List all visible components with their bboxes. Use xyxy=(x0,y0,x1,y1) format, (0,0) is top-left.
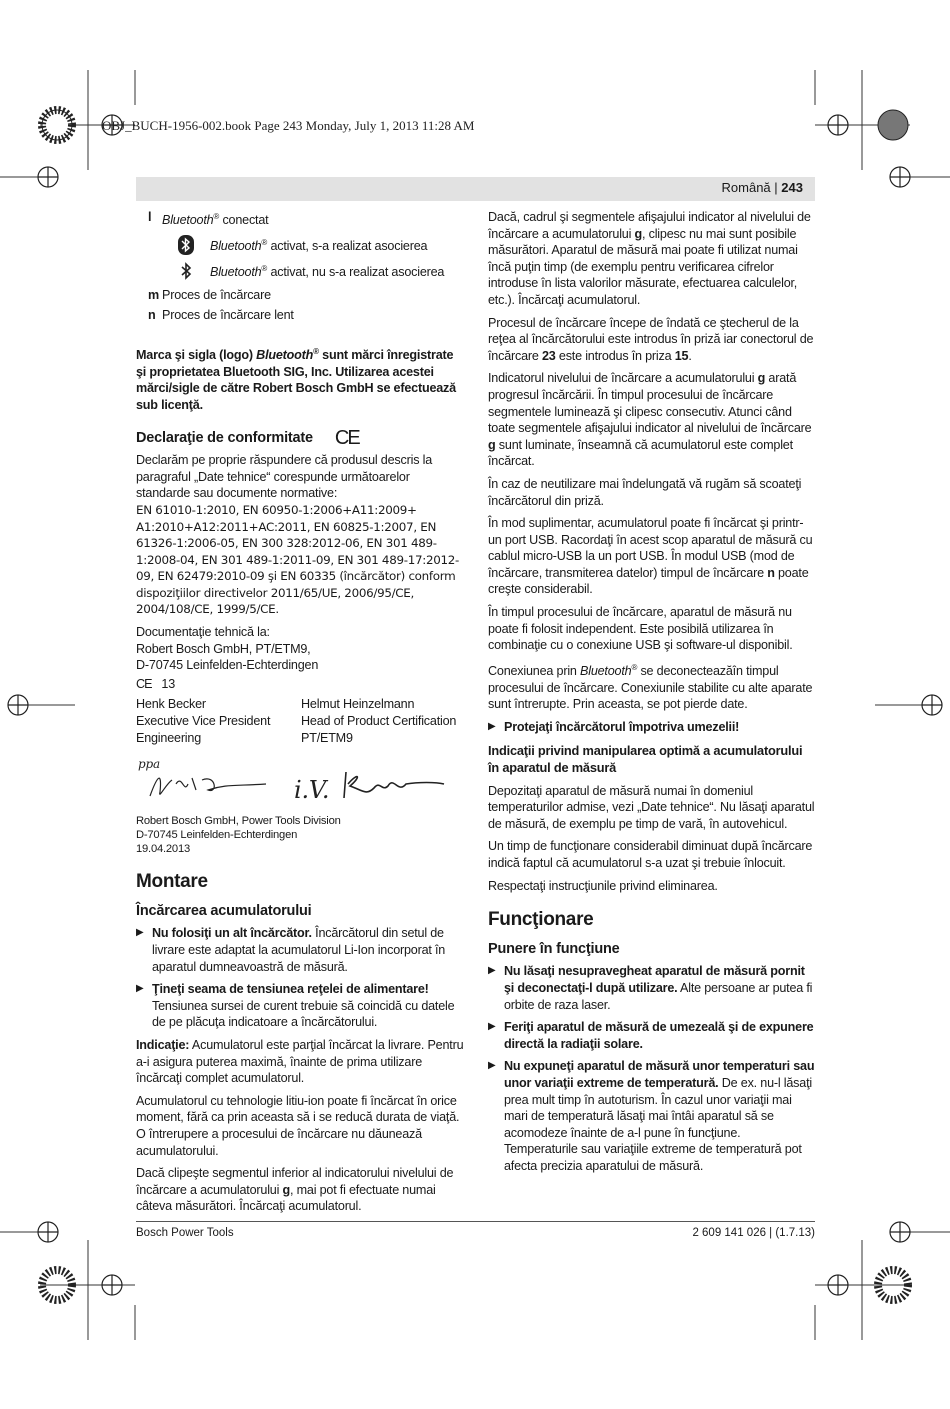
r-para-6: În timpul procesului de încărcare, aparatul de măsură nu poate fi folosit independent. Este posibilă utilizarea în combinaţie cu o conexiune USB şi software-ul disponibil. xyxy=(488,605,793,653)
legend-m-label: Proces de încărcare xyxy=(162,287,271,302)
trademark-a: Marca şi sigla (logo) xyxy=(136,348,257,363)
footer-right: 2 609 141 026 | (1.7.13) xyxy=(692,1227,815,1239)
header-bar xyxy=(136,177,815,201)
footer-rule xyxy=(136,1221,815,1222)
legend-n-label: Proces de încărcare lent xyxy=(162,308,294,323)
bullet-humidity xyxy=(488,719,816,736)
bullet-voltage-bold: Ţineţi seama de tensiunea reţelei de alimentare! xyxy=(152,982,429,997)
bullet-temperature-text xyxy=(504,1058,816,1174)
subsection-battery-care: Indicaţii privind manipularea optimă a acumulatorului în aparatul de măsură xyxy=(488,743,803,775)
r7b: se deconecteazăîn timpul procesului de încărcare. Conexiunile stabilite cu alte aparate sunt întrerupte. Prin aceasta, se pot pierde date. xyxy=(488,664,813,712)
bullet-moisture xyxy=(488,1019,816,1052)
section-montare: Montare xyxy=(136,871,208,893)
tech-doc-label: Documentaţie tehnică la: xyxy=(136,625,270,640)
liion-paragraph: Acumulatorul cu tehnologie litiu-ion poate fi încărcat în orice moment, fără ca prin aceasta să i se reducă durata de viaţă. O întrerupere a procesului de încărcare nu dăunează acumulatorului. xyxy=(136,1093,460,1158)
legend-n xyxy=(136,307,466,324)
bullet-charger-text xyxy=(152,925,466,975)
header-page: 243 xyxy=(781,180,803,195)
iv-text: i.V. xyxy=(294,776,330,805)
r-para-3 xyxy=(488,370,816,470)
legend-l xyxy=(136,209,466,229)
bullet-charger-body: Încărcătorul din setul de livrare este adaptat la acumulatorul Li-Ion incorporat în aparatul dumneavoastră de măsură. xyxy=(152,926,446,974)
legend-key-n: n xyxy=(148,308,156,323)
header-language: Română xyxy=(721,180,771,195)
legend-l-text: Bluetooth® conectat xyxy=(162,212,269,228)
tech-doc-company: Robert Bosch GmbH, PT/ETM9, xyxy=(136,641,311,656)
signatures-image xyxy=(136,754,456,812)
bluetooth-brand: Bluetooth xyxy=(580,664,632,679)
s3-body: De ex. nu-l lăsaţi prea mult timp în autoturism. În cazul unor variaţii mai mari de temperatură lăsaţi mai întâi aparatul să se acomodeze înainte de a-l pune în funcţiune. Temperaturile sau variaţiile extreme de temperatură pot afecta precizia aparatului de măsură. xyxy=(504,1075,812,1173)
legend-key-l: l xyxy=(148,210,152,224)
r5b: poate creşte considerabil. xyxy=(488,565,809,597)
r2n1: 23 xyxy=(542,348,556,363)
legend-sub2-label: activat, nu s-a realizat asocierea xyxy=(270,265,445,280)
division-date: 19.04.2013 xyxy=(136,843,190,856)
s3-bold: Nu expuneţi aparatul de măsură unor temperaturi sau unor variaţii extreme de temperatură. xyxy=(504,1059,815,1090)
note-label: Indicaţie: xyxy=(136,1037,190,1052)
section-functionare: Funcţionare xyxy=(488,909,594,931)
bullet-voltage xyxy=(136,981,466,1031)
legend-sub1-label: activat, s-a realizat asocierea xyxy=(270,239,428,254)
r-para-4: În caz de neutilizare mai îndelungată vă rugăm să scoateţi încărcătorul din priză. xyxy=(488,476,802,508)
bullet-unattended xyxy=(488,963,816,1013)
footer-left: Bosch Power Tools xyxy=(136,1227,234,1239)
note-body: Acumulatorul este parţial încărcat la livrare. Pentru a-i asigura puterea maximă, înainte de prima utilizare încărcaţi complet acumulatorul. xyxy=(136,1037,464,1086)
trademark-b: sunt mărci înregistrate şi proprietatea Bluetooth SIG, Inc. Utilizarea acestei mărci/sigle de către Robert Bosch GmbH se efectuează sub licenţă. xyxy=(136,348,456,412)
bullet-humidity-bold: Protejaţi încărcătorul împotriva umezelii! xyxy=(504,719,740,734)
sig2-title: Head of Product Certification xyxy=(301,714,457,729)
s1-body: Alte persoane ar putea fi orbite de raza laser. xyxy=(504,980,813,1012)
r5n: n xyxy=(767,565,775,580)
ppa-text: ppa xyxy=(138,757,160,772)
bullet-voltage-text xyxy=(152,981,466,1031)
r3c: sunt luminate, înseamnă că acumulatorul este complet încărcat. xyxy=(488,437,793,469)
tech-doc xyxy=(136,624,466,674)
legend-key-m: m xyxy=(148,287,159,302)
sig1-title: Executive Vice President xyxy=(136,714,271,729)
conformity-text: Declarăm pe proprie răspundere că produsul descris la paragraful „Date tehnice“ corespunde următoarelor standarde sau documente normative: xyxy=(136,453,433,501)
bullet-unattended-text xyxy=(504,963,816,1013)
ce-mark-icon: CE xyxy=(334,426,359,449)
r3a: Indicatorul nivelului de încărcare a acumulatorului xyxy=(488,371,758,386)
r5a: În mod suplimentar, acumulatorul poate fi încărcat şi printr-un port USB. Racordaţi în acest scop aparatul de măsură cu cablul micro-USB la un port USB. În modul USB (mod de încărcare, transmiterea datelor) timpul de încărcare xyxy=(488,516,813,580)
note xyxy=(136,1037,466,1087)
r2b: este introdus în priza xyxy=(555,348,675,363)
conformity-standards: EN 61010-1:2010, EN 60950-1:2006+A11:2009+ A1:2010+A12:2011+AC:2011, EN 60825-1:2007, EN 61326-1:2006-05, EN 300 328:2012-06, EN 301 489-1:2008-04, EN 301 489-1:2011-09, EN 301 489-17:2012-09, EN 62479:2010-09 şi EN 60335 (încărcător) conform dispoziţiilor directivelor 2011/65/UE, 2006/95/CE, 2004/108/CE, 1999/5/CE. xyxy=(136,502,460,617)
bullet-arrow-icon: ▶ xyxy=(136,927,144,939)
r1a: Dacă, cadrul şi segmentele afişajului indicator al nivelului de încărcare a acumulatorului xyxy=(488,210,811,241)
s2-bold: Feriţi aparatul de măsură de umezeală şi de expunere directă la radiaţii solare. xyxy=(504,1020,814,1051)
r-para-2 xyxy=(488,315,816,365)
sig2-dept: PT/ETM9 xyxy=(301,730,353,745)
trademark-note: Marca şi sigla (logo) Bluetooth® sunt mărci înregistrate şi proprietatea Bluetooth SIG, Inc. Utilizarea acestei mărci/sigle de către Robert Bosch GmbH se efectuează sub licenţă. xyxy=(136,346,456,412)
legend-l-label: conectat xyxy=(222,213,269,228)
r-para-9: Depozitaţi aparatul de măsură numai în domeniul temperaturilor admise, vezi „Date tehnice“. Nu lăsaţi aparatul de măsură, de exemplu pe timp de vară, în autovehicul. xyxy=(488,783,815,831)
bluetooth-brand: Bluetooth xyxy=(162,213,214,228)
r-para-7: Conexiunea prin Bluetooth® se deconecteazăîn timpul procesului de încărcare. Conexiunile stabilite cu alte aparate sunt întrerupte. Prin aceasta, se pot pierde date. xyxy=(488,662,813,712)
ce-small-icon: CE xyxy=(136,676,152,691)
conformity-heading-text: Declaraţie de conformitate xyxy=(136,429,313,446)
r-para-11: Respectaţi instrucţiunile privind eliminarea. xyxy=(488,878,718,893)
s1-bold: Nu lăsaţi nesupravegheat aparatul de măsură pornit şi deconectaţi-l după utilizare. xyxy=(504,964,805,995)
bluetooth-brand: Bluetooth xyxy=(256,348,314,363)
r-para-5 xyxy=(488,515,816,598)
subsection-charging: Încărcarea acumulatorului xyxy=(136,902,312,919)
sig1-name: Henk Becker xyxy=(136,697,206,712)
conformity-heading xyxy=(136,426,466,449)
legend-sub-paired xyxy=(162,235,466,255)
r-para-10: Un timp de funcţionare considerabil diminuat după încărcare indică faptul că acumulatorul s-a uzat şi trebuie înlocuit. xyxy=(488,839,813,870)
signatory-1 xyxy=(136,696,301,746)
subsection-startup: Punere în funcţiune xyxy=(488,940,620,957)
page-number xyxy=(722,180,803,195)
sig1-dept: Engineering xyxy=(136,730,202,745)
bullet-arrow-icon: ▶ xyxy=(488,1021,496,1033)
bluetooth-icon xyxy=(162,261,210,281)
division-address: D-70745 Leinfelden-Echterdingen xyxy=(136,829,298,842)
right-column xyxy=(488,209,816,1180)
r2a: Procesul de încărcare începe de îndată ce ştecherul de la reţea al încărcătorului este introdus în priză iar conectorul de încărcare xyxy=(488,315,814,363)
bullet-arrow-icon: ▶ xyxy=(488,720,496,732)
left-column xyxy=(136,209,466,1221)
r2c: . xyxy=(688,348,692,363)
legend-sub-paired-text: Bluetooth® activat, s-a realizat asocierea xyxy=(210,237,428,254)
r3b: arată progresul încărcării. În timpul procesului de încărcare segmentele luminează şi clipesc consecutiv. Atunci când toate segmentele afişajului indicator al nivelului de încărcare xyxy=(488,371,812,436)
bullet-charger-bold: Nu folosiţi un alt încărcător. xyxy=(152,926,312,941)
legend-sub-unpaired xyxy=(162,261,466,281)
division-name: Robert Bosch GmbH, Power Tools Division xyxy=(136,815,341,828)
signatory-2 xyxy=(301,696,466,746)
bullet-arrow-icon: ▶ xyxy=(136,983,144,995)
r-para-1 xyxy=(488,209,816,309)
r1g: g xyxy=(634,226,642,241)
bullet-arrow-icon: ▶ xyxy=(488,965,496,977)
legend-m xyxy=(136,287,466,304)
legend-sub-unpaired-text: Bluetooth® activat, nu s-a realizat asocierea xyxy=(210,263,445,280)
r2n2: 15 xyxy=(674,348,689,363)
blink-g: g xyxy=(282,1182,290,1197)
ce-year xyxy=(136,676,466,693)
r3g: g xyxy=(757,371,766,386)
tech-doc-address: D-70745 Leinfelden-Echterdingen xyxy=(136,658,319,673)
division-block xyxy=(136,814,466,856)
print-slug: OBJ_BUCH-1956-002.book Page 243 Monday, July 1, 2013 11:28 AM xyxy=(102,118,475,133)
sig2-name: Helmut Heinzelmann xyxy=(301,697,415,712)
signatories xyxy=(136,696,466,746)
bullet-temperature xyxy=(488,1058,816,1174)
header-separator: | xyxy=(774,180,778,195)
bluetooth-brand: Bluetooth xyxy=(210,239,262,254)
r7a: Conexiunea prin xyxy=(488,664,581,679)
ce-year-value: 13 xyxy=(161,676,176,691)
bluetooth-paired-icon xyxy=(162,235,210,255)
blink-a: Dacă clipeşte segmentul inferior al indicatorului nivelului de încărcare a acumulatorului xyxy=(136,1166,454,1197)
bullet-charger xyxy=(136,925,466,975)
r1b: , clipesc nu mai sunt posibile măsurători. Aparatul de măsură mai poate fi utilizat numai încă puţin timp (de exemplu pentru verificarea cifrelor introduse în lista valorilor măsurate, efectuarea calculelor, etc.). Încărcaţi acumulatorul. xyxy=(488,226,798,307)
r3g2: g xyxy=(488,437,496,452)
bullet-arrow-icon: ▶ xyxy=(488,1060,496,1072)
blink-b: , mai pot fi efectuate numai câteva măsurători. Încărcaţi acumulatorul. xyxy=(136,1182,436,1214)
bluetooth-brand: Bluetooth xyxy=(210,265,262,280)
blink-paragraph xyxy=(136,1165,466,1215)
bullet-voltage-body: Tensiunea sursei de curent trebuie să coincidă cu datele de pe plăcuţa indicatoare a încărcătorului. xyxy=(152,998,455,1030)
